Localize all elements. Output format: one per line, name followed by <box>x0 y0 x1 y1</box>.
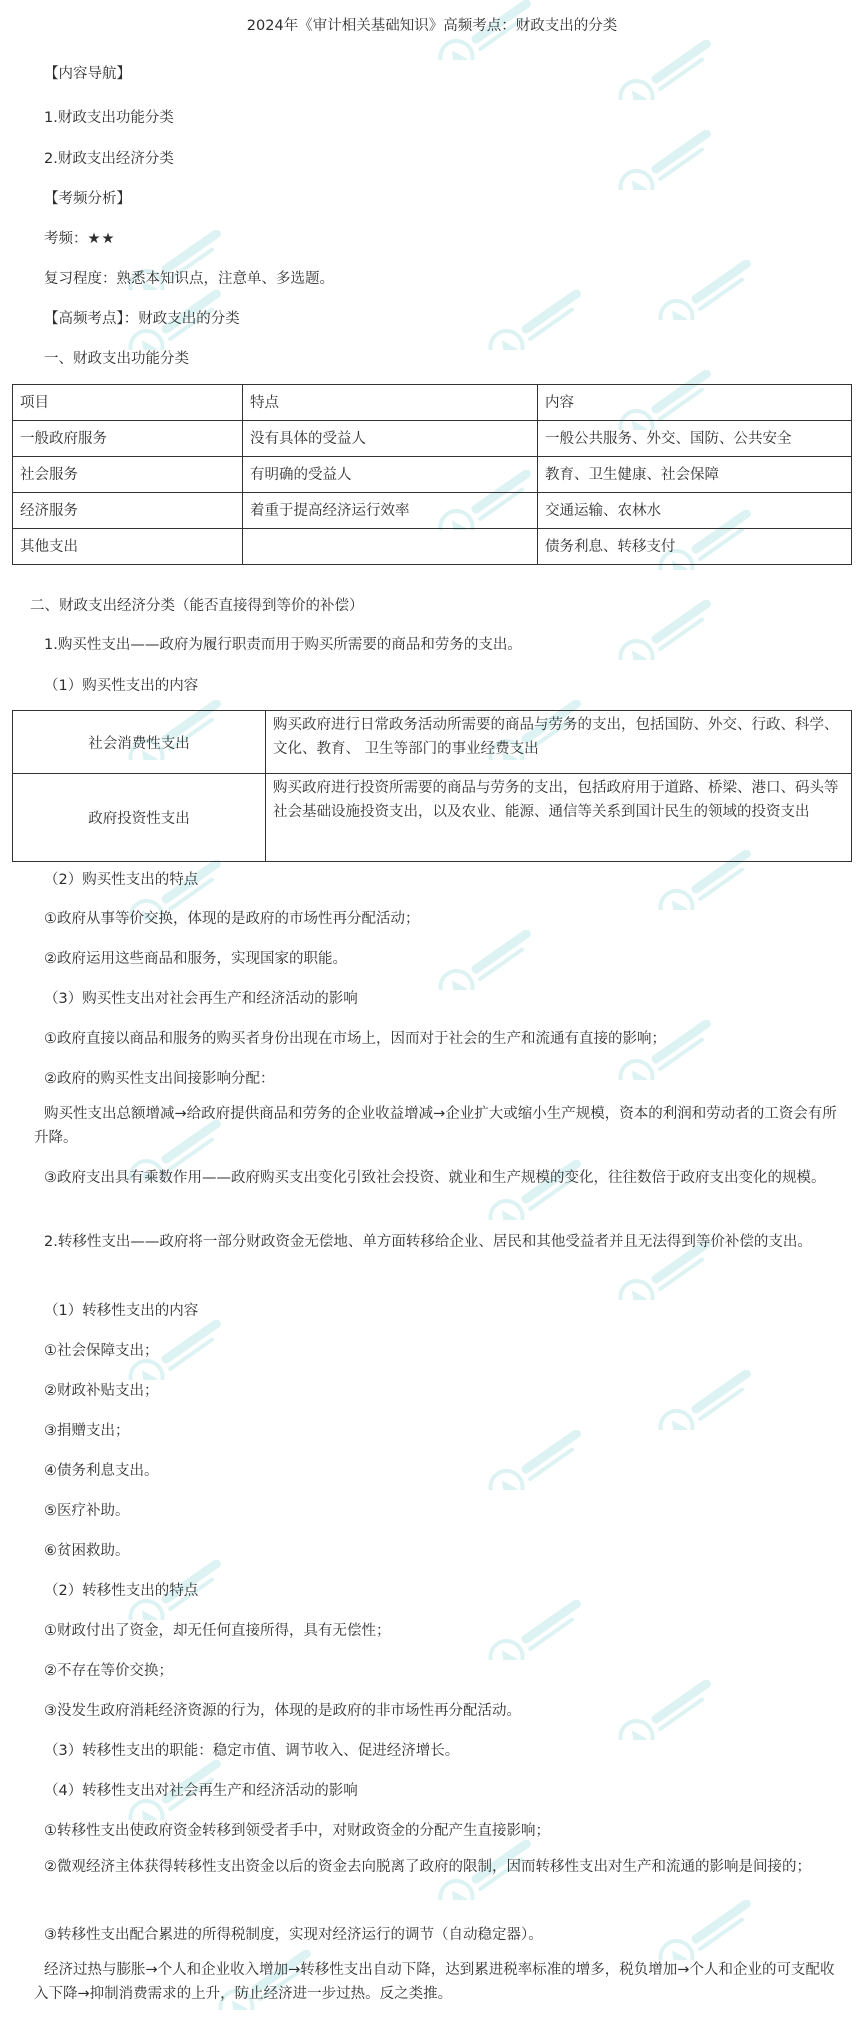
transfer-feature-3: ③没发生政府消耗经济资源的行为，体现的是政府的非市场性再分配活动。 <box>44 1703 521 1719</box>
table-row <box>13 493 852 529</box>
transfer-definition: 2.转移性支出——政府将一部分财政资金无偿地、单方面转移给企业、居民和其他受益者并且无法得到等价补偿的支出。 <box>44 1234 812 1250</box>
table-cell: 教育、卫生健康、社会保障 <box>538 457 852 493</box>
watermark-logo <box>640 260 790 320</box>
purchase-chain: 购买性支出总额增减→给政府提供商品和劳务的企业收益增减→企业扩大或缩小生产规模，资本的利润和劳动者的工资会有所升降。 <box>34 1106 837 1146</box>
table-header-cell: 内容 <box>538 385 852 421</box>
transfer-content-6: ⑥贫困救助。 <box>44 1543 130 1559</box>
review-level: 复习程度：熟悉本知识点，注意单、多选题。 <box>44 271 334 287</box>
purchase-feature-2: ②政府运用这些商品和服务，实现国家的职能。 <box>44 951 347 967</box>
nav-heading: 【内容导航】 <box>44 66 131 82</box>
purchase-content-table <box>12 710 852 862</box>
table-cell: 购买政府进行日常政务活动所需要的商品与劳务的支出，包括国防、外交、行政、科学、文化、教育、 卫生等部门的事业经费支出 <box>266 711 852 774</box>
table-cell: 债务利息、转移支付 <box>538 529 852 565</box>
purchase-content-heading: （1）购买性支出的内容 <box>44 678 199 694</box>
purchase-features-heading: （2）购买性支出的特点 <box>44 872 199 888</box>
transfer-content-3: ③捐赠支出； <box>44 1423 130 1439</box>
watermark-logo <box>600 600 750 660</box>
analysis-heading: 【考频分析】 <box>44 191 131 207</box>
table-cell: 着重于提高经济运行效率 <box>243 493 538 529</box>
watermark-logo <box>600 1680 750 1740</box>
watermark-logo <box>470 1430 620 1490</box>
table-cell: 经济服务 <box>13 493 243 529</box>
nav-item-1: 1.财政支出功能分类 <box>44 110 174 126</box>
point-heading: 【高频考点】：财政支出的分类 <box>44 311 240 327</box>
section-2-heading: 二、财政支出经济分类（能否直接得到等价的补偿） <box>30 598 364 614</box>
purchase-impact-1: ①政府直接以商品和服务的购买者身份出现在市场上，因而对于社会的生产和流通有直接的影响； <box>44 1031 666 1047</box>
table-header-cell: 特点 <box>243 385 538 421</box>
purchase-feature-1: ①政府从事等价交换，体现的是政府的市场性再分配活动； <box>44 911 420 927</box>
table-cell: 购买政府进行投资所需要的商品与劳务的支出，包括政府用于道路、桥梁、港口、码头等社会基础设施投资支出，以及农业、能源、通信等关系到国计民生的领域的投资支出 <box>266 774 852 862</box>
watermark-logo <box>470 1600 620 1660</box>
table-header-cell: 项目 <box>13 385 243 421</box>
purchase-multiplier: ③政府支出具有乘数作用——政府购买支出变化引致社会投资、就业和生产规模的变化，往往数倍于政府支出变化的规模。 <box>44 1170 826 1186</box>
table-header-row <box>13 385 852 421</box>
watermark-logo <box>600 130 750 190</box>
transfer-impact-1: ①转移性支出使政府资金转移到领受者手中，对财政资金的分配产生直接影响； <box>44 1823 550 1839</box>
watermark-logo <box>640 1900 790 1960</box>
table-cell <box>243 529 538 565</box>
table-row <box>13 711 852 774</box>
page-title: 2024年《审计相关基础知识》高频考点：财政支出的分类 <box>246 18 618 34</box>
frequency-label: 考频： <box>44 231 88 247</box>
table-cell: 一般公共服务、外交、国防、公共安全 <box>538 421 852 457</box>
table-cell: 一般政府服务 <box>13 421 243 457</box>
transfer-content-2: ②财政补贴支出； <box>44 1383 159 1399</box>
purchase-impact-2: ②政府的购买性支出间接影响分配： <box>44 1071 275 1087</box>
transfer-features-heading: （2）转移性支出的特点 <box>44 1583 199 1599</box>
function-classification-table <box>12 384 852 565</box>
table-cell: 没有具体的受益人 <box>243 421 538 457</box>
transfer-impact-2: ②微观经济主体获得转移性支出资金以后的资金去向脱离了政府的限制，因而转移性支出对生产和流通的影响是间接的； <box>44 1859 811 1875</box>
transfer-functions: （3）转移性支出的职能：稳定市值、调节收入、促进经济增长。 <box>44 1743 460 1759</box>
table-cell: 社会消费性支出 <box>13 711 266 774</box>
transfer-content-4: ④债务利息支出。 <box>44 1463 159 1479</box>
transfer-content-1: ①社会保障支出； <box>44 1343 159 1359</box>
table-row <box>13 457 852 493</box>
watermark-logo <box>470 290 620 350</box>
purchase-definition: 1.购买性支出——政府为履行职责而用于购买所需要的商品和劳务的支出。 <box>44 637 522 653</box>
table-row <box>13 421 852 457</box>
purchase-impact-heading: （3）购买性支出对社会再生产和经济活动的影响 <box>44 991 358 1007</box>
section-1-heading: 一、财政支出功能分类 <box>44 351 189 367</box>
nav-item-2: 2.财政支出经济分类 <box>44 151 174 167</box>
transfer-content-5: ⑤医疗补助。 <box>44 1503 130 1519</box>
transfer-closing: 经济过热与膨胀→个人和企业收入增加→转移性支出自动下降，达到累进税率标准的增多，税负增加→个人和企业的可支配收入下降→抑制消费需求的上升，防止经济进一步过热。反之类推。 <box>34 1962 835 2002</box>
table-cell: 其他支出 <box>13 529 243 565</box>
table-cell: 交通运输、农林水 <box>538 493 852 529</box>
transfer-feature-2: ②不存在等价交换； <box>44 1663 173 1679</box>
transfer-impact-3: ③转移性支出配合累进的所得税制度，实现对经济运行的调节（自动稳定器）。 <box>44 1927 543 1943</box>
table-row <box>13 774 852 862</box>
watermark-logo <box>420 930 570 990</box>
table-cell: 有明确的受益人 <box>243 457 538 493</box>
table-row <box>13 529 852 565</box>
frequency-line <box>44 227 116 248</box>
transfer-feature-1: ①财政付出了资金，却无任何直接所得，具有无偿性； <box>44 1623 391 1639</box>
transfer-content-heading: （1）转移性支出的内容 <box>44 1303 199 1319</box>
table-cell: 政府投资性支出 <box>13 774 266 862</box>
transfer-impact-heading: （4）转移性支出对社会再生产和经济活动的影响 <box>44 1783 358 1799</box>
watermark-logo <box>600 40 750 100</box>
frequency-stars: ★★ <box>87 231 116 247</box>
table-cell: 社会服务 <box>13 457 243 493</box>
watermark-logo <box>640 1370 790 1430</box>
